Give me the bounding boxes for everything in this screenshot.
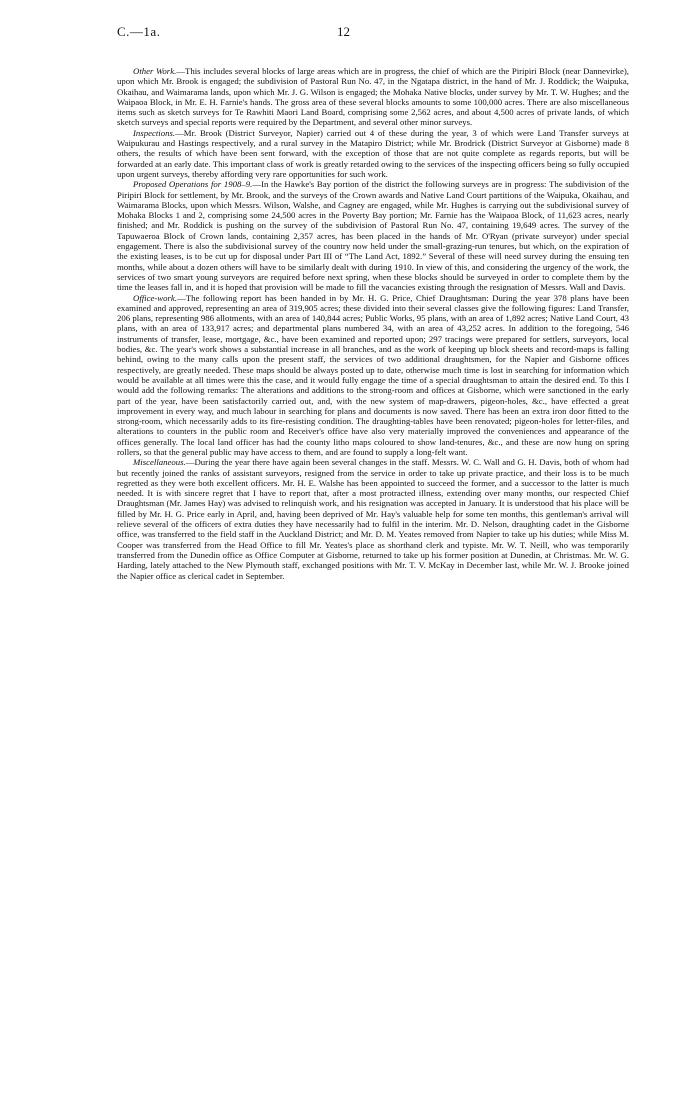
paragraph-heading: Miscellaneous. <box>133 457 186 468</box>
paragraph-text: —In the Hawke's Bay portion of the district the following surveys are in progress: The subdivision of the Piripiri Block for settlement, by Mr. Brook, and the surveys of the Crown awards and Native Land Court partitions of the Waipuka, Okaihau, and Waimarama Blocks, upon which Messrs. Wilson, Walshe, and Cagney are engaged, while Mr. Hughes is carrying out the subdivisional survey of Mohaka Blocks 1 and 2, comprising some 24,500 acres in the Poverty Bay portion; Mr. Farnie has the Waipaoa Block, of 11,623 acres, nearly finished; and Mr. Roddick is pushing on the survey of the subdivision of Pastoral Run No. 47, containing 19,649 acres. The survey of the Tapuwaeroa Block of Crown lands, containing 2,357 acres, has been placed in the hands of Mr. O'Ryan (private surveyor) under special engagement. There is also the subdivisional survey of the country now held under the small-grazing-run tenures, but which, on the expiration of the existing leases, is to be cut up for disposal under Part III of “The Land Act, 1892.” Several of these will need survey during the ensuing ten months, while about a dozen others will have to be similarly dealt with during 1910. In view of this, and considering the urgency of the work, the services of two smart young surveyors are required before next spring, when these blocks should be surveyed in order to complete them by the time the leases fall in, and it is hoped that provision will be made to fill the vacancies existing through the resignation of Messrs. Wall and Davis. <box>117 179 629 293</box>
paragraph-miscellaneous <box>117 457 629 581</box>
paragraph-proposed-operations <box>117 179 629 292</box>
page-number: 12 <box>337 24 350 39</box>
paragraph-text: —The following report has been handed in by Mr. H. G. Price, Chief Draughtsman: During the year 378 plans have been examined and approved, representing an area of 319,905 acres; these divided into their several classes give the following figures: Land Transfer, 206 plans, representing 986 allotments, with an area of 140,844 acres; Public Works, 95 plans, with an area of 1,892 acres; Native Land Court, 43 plans, with an area of 133,917 acres; and departmental plans numbered 34, with an area of 43,252 acres. In addition to the foregoing, 546 instruments of transfer, lease, mortgage, &c., have been examined and reported upon; 297 tracings were prepared for settlers, surveyors, local bodies, &c. The year's work shows a substantial increase in all branches, and as the work of keeping up block sheets and record-maps is falling behind, owing to the many calls upon the present staff, the services of two additional draughtsmen, for the Napier and Gisborne offices respectively, are greatly needed. These maps should be always posted up to date, otherwise much time is lost in searching for information which would be available at all times were this the case, and it would fully engage the time of a special draughtsman to attain the desired end. To this I would add the following remarks: The alterations and additions to the strong-room and offices at Gisborne, which were sanctioned in the early part of the year, have been satisfactorily carried out, and, with the new system of map-drawers, pigeon-holes, &c., have effected a great improvement in every way, and much labour in searching for plans and documents is now saved. There has been an extra iron door fitted to the strong-room, which necessarily adds to its fire-resisting condition. The draughting-tables have been renovated; pigeon-holes for letter-files, and alterations to counters in the public room and Receiver's office have also very materially improved the conveniences and appearance of the offices generally. The local land officer has had the county litho maps coloured to show land-tenures, &c., and these are now hung on spring rollers, so that the general public may have access to them, and are found to supply a long-felt want. <box>117 292 629 457</box>
paragraph-heading: Other Work. <box>133 66 177 76</box>
paragraph-heading: Inspections. <box>133 127 176 138</box>
paragraph-text: —This includes several blocks of large areas which are in progress, the chief of which are the Piripiri Block (near Dannevirke), upon which Mr. Brook is engaged; the subdivision of Pastoral Run No. 47, in the Ngatapa district, in the hand of Mr. J. Roddick; the Waipuka, Okaihau, and Waimarama lands, upon which Mr. J. G. Wilson is engaged; the Mohaka Native blocks, under survey by Mr. T. W. Hughes; and the Waipaoa Block, in Mr. E. H. Farnie's hands. The gross area of these several blocks amounts to some 100,000 acres. There are also miscellaneous items such as sketch surveys for Te Rawhiti Maori Land Board, comprising some 2,562 acres, and about 4,500 acres of private lands, of which sketch surveys and special reports were required by the Department, and several other minor surveys. <box>117 66 629 128</box>
paragraph-heading: Office-work. <box>133 292 177 303</box>
header-code: C.—1a. <box>117 24 161 39</box>
paragraph-inspections <box>117 128 629 179</box>
report-body <box>117 66 629 581</box>
paragraph-other-work <box>117 66 629 128</box>
paragraph-text: —Mr. Brook (District Surveyor, Napier) carried out 4 of these during the year, 3 of which were Land Transfer surveys at Waipukurau and Hastings respectively, and a rural survey in the Matapiro District; while Mr. Brodrick (District Surveyor at Gisborne) made 8 others, the results of which have been sent forward, with the exception of those that are not quite complete as regards reports, but will be forwarded at an early date. This important class of work is greatly retarded owing to the services of the inspecting officers being so fully occupied upon urgent surveys, thereby affording very rare opportunities for such work. <box>117 127 629 179</box>
paragraph-office-work <box>117 293 629 458</box>
paragraph-text: —During the year there have again been several changes in the staff. Messrs. W. C. Wall and G. H. Davis, both of whom had but recently joined the ranks of assistant surveyors, resigned from the service in order to take up private practice, and their loss is to be much regretted as they were both excellent officers. Mr. H. E. Walshe has been appointed to succeed the former, and a successor to the latter is much needed. It is with sincere regret that I have to report that, after a most protracted illness, extending over many months, our respected Chief Draughtsman (Mr. James Hay) was advised to relinquish work, and his resignation was accepted in January. It is understood that his place will be filled by Mr. H. G. Price early in April, and, having been deprived of Mr. Hay's valuable help for some ten months, this gentleman's arrival will relieve several of the officers of extra duties they have necessarily had to fulfil in the interim. Mr. D. Nelson, draughting cadet in the Gisborne office, was transferred to the field staff in the Auckland District; and Mr. D. M. Yeates removed from Napier to take up his duties; while Miss M. Cooper was transferred from the Head Office to fill Mr. Yeates's place as shorthand clerk and typiste. Mr. W. T. Neill, who was temporarily transferred from the Dunedin office as Office Computer at Gisborne, returned to take up his former position at Dunedin, at Christmas. Mr. W. G. Harding, lately attached to the New Plymouth staff, exchanged positions with Mr. T. V. McKay in December last, while Mr. W. J. Brooke joined the Napier office as clerical cadet in September. <box>117 457 629 581</box>
paragraph-heading: Proposed Operations for 1908–9. <box>133 179 253 190</box>
